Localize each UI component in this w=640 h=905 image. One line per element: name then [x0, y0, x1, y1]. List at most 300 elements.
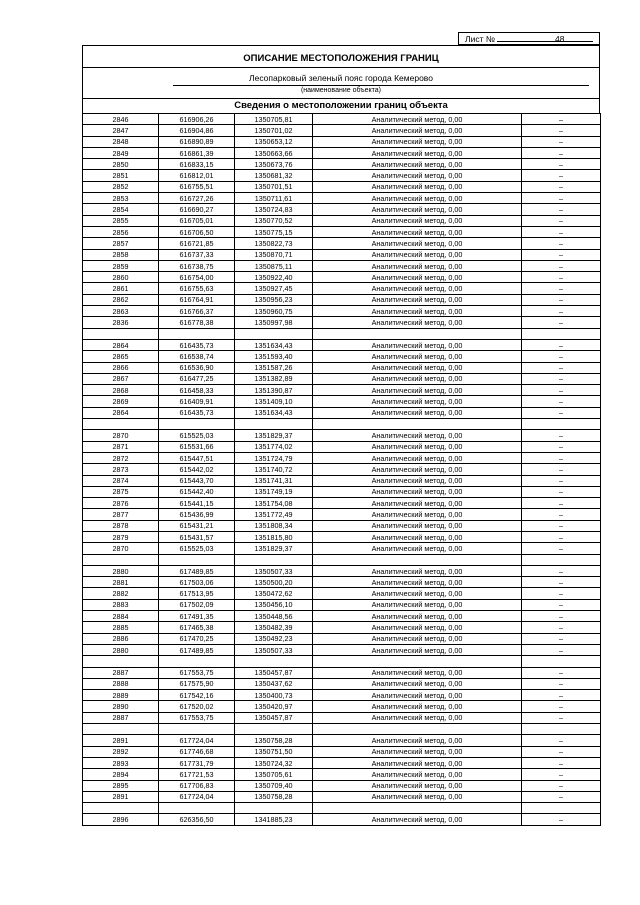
table-row: [83, 757, 601, 768]
table-row: [83, 159, 601, 170]
x-coordinate-cell: 617502,09: [159, 599, 235, 610]
point-number-cell: 2863: [83, 306, 159, 317]
x-coordinate-cell: 616409,91: [159, 396, 235, 407]
description-cell: –: [522, 486, 601, 497]
method-cell: Аналитический метод, 0,00: [313, 204, 522, 215]
description-cell: –: [522, 667, 601, 678]
table-row: [83, 339, 601, 350]
method-cell: Аналитический метод, 0,00: [313, 464, 522, 475]
table-row: [83, 452, 601, 463]
method-cell: Аналитический метод, 0,00: [313, 667, 522, 678]
table-row: [83, 690, 601, 701]
method-cell: Аналитический метод, 0,00: [313, 701, 522, 712]
method-cell: Аналитический метод, 0,00: [313, 396, 522, 407]
empty-cell: [522, 419, 601, 430]
y-coordinate-cell: 1351390,87: [235, 385, 313, 396]
group-separator-row: [83, 656, 601, 667]
method-cell: Аналитический метод, 0,00: [313, 588, 522, 599]
method-cell: Аналитический метод, 0,00: [313, 791, 522, 802]
table-row: [83, 599, 601, 610]
table-row: [83, 735, 601, 746]
x-coordinate-cell: 617503,06: [159, 577, 235, 588]
point-number-cell: 2851: [83, 170, 159, 181]
point-number-cell: 2867: [83, 373, 159, 384]
point-number-cell: 2875: [83, 486, 159, 497]
table-row: [83, 249, 601, 260]
point-number-cell: 2892: [83, 746, 159, 757]
description-cell: –: [522, 780, 601, 791]
description-cell: –: [522, 385, 601, 396]
sheet-number: 48: [555, 34, 565, 44]
x-coordinate-cell: 617731,79: [159, 757, 235, 768]
method-cell: Аналитический метод, 0,00: [313, 125, 522, 136]
empty-cell: [313, 328, 522, 339]
coordinates-table-body: [83, 114, 601, 826]
x-coordinate-cell: 616536,90: [159, 362, 235, 373]
table-row: [83, 543, 601, 554]
x-coordinate-cell: 617706,83: [159, 780, 235, 791]
method-cell: Аналитический метод, 0,00: [313, 306, 522, 317]
table-row: [83, 701, 601, 712]
point-number-cell: 2868: [83, 385, 159, 396]
table-row: [83, 746, 601, 757]
table-row: [83, 531, 601, 542]
y-coordinate-cell: 1351634,43: [235, 407, 313, 418]
y-coordinate-cell: 1351772,49: [235, 509, 313, 520]
description-cell: –: [522, 272, 601, 283]
coordinates-table: [82, 113, 601, 826]
description-cell: –: [522, 339, 601, 350]
description-cell: –: [522, 238, 601, 249]
point-number-cell: 2880: [83, 644, 159, 655]
description-cell: –: [522, 114, 601, 125]
table-row: [83, 362, 601, 373]
x-coordinate-cell: 615525,03: [159, 430, 235, 441]
x-coordinate-cell: 616721,85: [159, 238, 235, 249]
empty-cell: [313, 803, 522, 814]
empty-cell: [83, 656, 159, 667]
y-coordinate-cell: 1350705,61: [235, 769, 313, 780]
method-cell: Аналитический метод, 0,00: [313, 430, 522, 441]
x-coordinate-cell: 617491,35: [159, 611, 235, 622]
method-cell: Аналитический метод, 0,00: [313, 249, 522, 260]
x-coordinate-cell: 616778,38: [159, 317, 235, 328]
x-coordinate-cell: 617724,04: [159, 791, 235, 802]
point-number-cell: 2860: [83, 272, 159, 283]
point-number-cell: 2859: [83, 260, 159, 271]
description-cell: –: [522, 735, 601, 746]
x-coordinate-cell: 616861,39: [159, 147, 235, 158]
y-coordinate-cell: 1351587,26: [235, 362, 313, 373]
document-title: ОПИСАНИЕ МЕСТОПОЛОЖЕНИЯ ГРАНИЦ: [243, 53, 439, 64]
method-cell: Аналитический метод, 0,00: [313, 226, 522, 237]
method-cell: Аналитический метод, 0,00: [313, 339, 522, 350]
point-number-cell: 2888: [83, 678, 159, 689]
y-coordinate-cell: 1351741,31: [235, 475, 313, 486]
description-cell: –: [522, 306, 601, 317]
method-cell: Аналитический метод, 0,00: [313, 475, 522, 486]
y-coordinate-cell: 1351749,19: [235, 486, 313, 497]
table-row: [83, 373, 601, 384]
table-row: [83, 486, 601, 497]
point-number-cell: 2886: [83, 633, 159, 644]
table-row: [83, 644, 601, 655]
point-number-cell: 2855: [83, 215, 159, 226]
description-cell: –: [522, 181, 601, 192]
table-row: [83, 565, 601, 576]
description-cell: –: [522, 622, 601, 633]
description-cell: –: [522, 249, 601, 260]
point-number-cell: 2889: [83, 690, 159, 701]
x-coordinate-cell: 617489,85: [159, 644, 235, 655]
y-coordinate-cell: 1350751,50: [235, 746, 313, 757]
point-number-cell: 2853: [83, 193, 159, 204]
x-coordinate-cell: 616477,25: [159, 373, 235, 384]
description-cell: –: [522, 769, 601, 780]
sheet-label: Лист №: [465, 34, 495, 44]
table-row: [83, 577, 601, 588]
method-cell: Аналитический метод, 0,00: [313, 769, 522, 780]
y-coordinate-cell: 1350492,23: [235, 633, 313, 644]
group-separator-row: [83, 803, 601, 814]
description-cell: –: [522, 147, 601, 158]
point-number-cell: 2880: [83, 565, 159, 576]
point-number-cell: 2869: [83, 396, 159, 407]
x-coordinate-cell: 615442,40: [159, 486, 235, 497]
point-number-cell: 2877: [83, 509, 159, 520]
description-cell: –: [522, 452, 601, 463]
y-coordinate-cell: 1350681,32: [235, 170, 313, 181]
sheet-number-underline: [497, 41, 593, 42]
description-cell: –: [522, 644, 601, 655]
description-cell: –: [522, 373, 601, 384]
method-cell: Аналитический метод, 0,00: [313, 373, 522, 384]
method-cell: Аналитический метод, 0,00: [313, 260, 522, 271]
x-coordinate-cell: 617721,53: [159, 769, 235, 780]
x-coordinate-cell: 617513,95: [159, 588, 235, 599]
empty-cell: [522, 554, 601, 565]
table-row: [83, 385, 601, 396]
method-cell: Аналитический метод, 0,00: [313, 712, 522, 723]
empty-cell: [313, 419, 522, 430]
y-coordinate-cell: 1351774,02: [235, 441, 313, 452]
method-cell: Аналитический метод, 0,00: [313, 735, 522, 746]
description-cell: –: [522, 193, 601, 204]
method-cell: Аналитический метод, 0,00: [313, 407, 522, 418]
x-coordinate-cell: 617465,38: [159, 622, 235, 633]
y-coordinate-cell: 1350457,87: [235, 712, 313, 723]
y-coordinate-cell: 1350701,51: [235, 181, 313, 192]
description-cell: –: [522, 814, 601, 825]
table-row: [83, 181, 601, 192]
table-row: [83, 147, 601, 158]
description-cell: –: [522, 633, 601, 644]
method-cell: Аналитический метод, 0,00: [313, 385, 522, 396]
x-coordinate-cell: 615525,03: [159, 543, 235, 554]
x-coordinate-cell: 616727,26: [159, 193, 235, 204]
method-cell: Аналитический метод, 0,00: [313, 565, 522, 576]
table-row: [83, 215, 601, 226]
empty-cell: [235, 656, 313, 667]
empty-cell: [235, 328, 313, 339]
point-number-cell: 2836: [83, 317, 159, 328]
x-coordinate-cell: 615531,66: [159, 441, 235, 452]
x-coordinate-cell: 617746,68: [159, 746, 235, 757]
method-cell: Аналитический метод, 0,00: [313, 452, 522, 463]
table-row: [83, 464, 601, 475]
object-name-underline: [173, 85, 589, 86]
x-coordinate-cell: 617553,75: [159, 667, 235, 678]
empty-cell: [522, 803, 601, 814]
y-coordinate-cell: 1351740,72: [235, 464, 313, 475]
table-row: [83, 712, 601, 723]
description-cell: –: [522, 746, 601, 757]
y-coordinate-cell: 1350457,87: [235, 667, 313, 678]
description-cell: –: [522, 317, 601, 328]
description-cell: –: [522, 690, 601, 701]
y-coordinate-cell: 1351829,37: [235, 543, 313, 554]
empty-cell: [159, 803, 235, 814]
method-cell: Аналитический метод, 0,00: [313, 599, 522, 610]
table-row: [83, 475, 601, 486]
y-coordinate-cell: 1350448,56: [235, 611, 313, 622]
point-number-cell: 2850: [83, 159, 159, 170]
x-coordinate-cell: 616435,73: [159, 339, 235, 350]
y-coordinate-cell: 1350472,62: [235, 588, 313, 599]
table-row: [83, 611, 601, 622]
section-title: Сведения о местоположении границ объекта: [234, 100, 448, 111]
y-coordinate-cell: 1350705,81: [235, 114, 313, 125]
y-coordinate-cell: 1350663,66: [235, 147, 313, 158]
description-cell: –: [522, 509, 601, 520]
point-number-cell: 2891: [83, 791, 159, 802]
description-cell: –: [522, 543, 601, 554]
description-cell: –: [522, 712, 601, 723]
y-coordinate-cell: 1350711,61: [235, 193, 313, 204]
document-header: [82, 45, 600, 114]
description-cell: –: [522, 430, 601, 441]
sheet-number-box: [458, 32, 600, 45]
point-number-cell: 2893: [83, 757, 159, 768]
y-coordinate-cell: 1350956,23: [235, 294, 313, 305]
x-coordinate-cell: 615436,99: [159, 509, 235, 520]
point-number-cell: 2882: [83, 588, 159, 599]
y-coordinate-cell: 1350775,15: [235, 226, 313, 237]
y-coordinate-cell: 1341885,23: [235, 814, 313, 825]
method-cell: Аналитический метод, 0,00: [313, 441, 522, 452]
point-number-cell: 2896: [83, 814, 159, 825]
point-number-cell: 2890: [83, 701, 159, 712]
empty-cell: [159, 656, 235, 667]
method-cell: Аналитический метод, 0,00: [313, 543, 522, 554]
y-coordinate-cell: 1350758,28: [235, 791, 313, 802]
empty-cell: [83, 554, 159, 565]
description-cell: –: [522, 588, 601, 599]
x-coordinate-cell: 616764,91: [159, 294, 235, 305]
description-cell: –: [522, 678, 601, 689]
x-coordinate-cell: 617520,02: [159, 701, 235, 712]
x-coordinate-cell: 617542,16: [159, 690, 235, 701]
description-cell: –: [522, 757, 601, 768]
y-coordinate-cell: 1351593,40: [235, 351, 313, 362]
method-cell: Аналитический метод, 0,00: [313, 678, 522, 689]
y-coordinate-cell: 1351409,10: [235, 396, 313, 407]
table-row: [83, 283, 601, 294]
y-coordinate-cell: 1351382,89: [235, 373, 313, 384]
x-coordinate-cell: 615443,70: [159, 475, 235, 486]
y-coordinate-cell: 1351724,79: [235, 452, 313, 463]
y-coordinate-cell: 1350420,97: [235, 701, 313, 712]
method-cell: Аналитический метод, 0,00: [313, 814, 522, 825]
table-row: [83, 351, 601, 362]
method-cell: Аналитический метод, 0,00: [313, 193, 522, 204]
y-coordinate-cell: 1350870,71: [235, 249, 313, 260]
object-caption: (наименование объекта): [300, 87, 382, 94]
method-cell: Аналитический метод, 0,00: [313, 362, 522, 373]
point-number-cell: 2895: [83, 780, 159, 791]
method-cell: Аналитический метод, 0,00: [313, 531, 522, 542]
table-row: [83, 441, 601, 452]
empty-cell: [83, 419, 159, 430]
table-row: [83, 396, 601, 407]
y-coordinate-cell: 1351754,08: [235, 498, 313, 509]
point-number-cell: 2861: [83, 283, 159, 294]
point-number-cell: 2894: [83, 769, 159, 780]
point-number-cell: 2883: [83, 599, 159, 610]
point-number-cell: 2870: [83, 543, 159, 554]
method-cell: Аналитический метод, 0,00: [313, 294, 522, 305]
description-cell: –: [522, 407, 601, 418]
y-coordinate-cell: 1350507,33: [235, 644, 313, 655]
x-coordinate-cell: 616755,51: [159, 181, 235, 192]
y-coordinate-cell: 1350758,28: [235, 735, 313, 746]
x-coordinate-cell: 616458,33: [159, 385, 235, 396]
y-coordinate-cell: 1350960,75: [235, 306, 313, 317]
method-cell: Аналитический метод, 0,00: [313, 317, 522, 328]
x-coordinate-cell: 616690,27: [159, 204, 235, 215]
empty-cell: [313, 656, 522, 667]
group-separator-row: [83, 419, 601, 430]
x-coordinate-cell: 615441,15: [159, 498, 235, 509]
x-coordinate-cell: 616737,33: [159, 249, 235, 260]
table-row: [83, 193, 601, 204]
point-number-cell: 2857: [83, 238, 159, 249]
table-row: [83, 260, 601, 271]
point-number-cell: 2878: [83, 520, 159, 531]
table-row: [83, 125, 601, 136]
x-coordinate-cell: 615447,51: [159, 452, 235, 463]
description-cell: –: [522, 701, 601, 712]
x-coordinate-cell: 615431,57: [159, 531, 235, 542]
point-number-cell: 2871: [83, 441, 159, 452]
method-cell: Аналитический метод, 0,00: [313, 577, 522, 588]
y-coordinate-cell: 1350822,73: [235, 238, 313, 249]
empty-cell: [83, 724, 159, 735]
table-row: [83, 814, 601, 825]
description-cell: –: [522, 136, 601, 147]
description-cell: –: [522, 520, 601, 531]
method-cell: Аналитический метод, 0,00: [313, 622, 522, 633]
y-coordinate-cell: 1350653,12: [235, 136, 313, 147]
x-coordinate-cell: 617470,25: [159, 633, 235, 644]
description-cell: –: [522, 599, 601, 610]
method-cell: Аналитический метод, 0,00: [313, 746, 522, 757]
method-cell: Аналитический метод, 0,00: [313, 170, 522, 181]
point-number-cell: 2864: [83, 407, 159, 418]
point-number-cell: 2879: [83, 531, 159, 542]
point-number-cell: 2884: [83, 611, 159, 622]
y-coordinate-cell: 1351815,80: [235, 531, 313, 542]
table-row: [83, 136, 601, 147]
description-cell: –: [522, 204, 601, 215]
point-number-cell: 2846: [83, 114, 159, 125]
empty-cell: [313, 724, 522, 735]
table-row: [83, 170, 601, 181]
y-coordinate-cell: 1350400,73: [235, 690, 313, 701]
y-coordinate-cell: 1350875,11: [235, 260, 313, 271]
y-coordinate-cell: 1350927,45: [235, 283, 313, 294]
method-cell: Аналитический метод, 0,00: [313, 611, 522, 622]
empty-cell: [313, 554, 522, 565]
x-coordinate-cell: 617489,85: [159, 565, 235, 576]
point-number-cell: 2885: [83, 622, 159, 633]
method-cell: Аналитический метод, 0,00: [313, 498, 522, 509]
point-number-cell: 2864: [83, 339, 159, 350]
y-coordinate-cell: 1350701,02: [235, 125, 313, 136]
point-number-cell: 2852: [83, 181, 159, 192]
empty-cell: [235, 724, 313, 735]
method-cell: Аналитический метод, 0,00: [313, 136, 522, 147]
point-number-cell: 2891: [83, 735, 159, 746]
group-separator-row: [83, 554, 601, 565]
method-cell: Аналитический метод, 0,00: [313, 238, 522, 249]
method-cell: Аналитический метод, 0,00: [313, 690, 522, 701]
table-row: [83, 520, 601, 531]
description-cell: –: [522, 260, 601, 271]
description-cell: –: [522, 441, 601, 452]
table-row: [83, 114, 601, 125]
x-coordinate-cell: 616705,01: [159, 215, 235, 226]
x-coordinate-cell: 616890,89: [159, 136, 235, 147]
method-cell: Аналитический метод, 0,00: [313, 520, 522, 531]
point-number-cell: 2849: [83, 147, 159, 158]
y-coordinate-cell: 1350500,20: [235, 577, 313, 588]
description-cell: –: [522, 464, 601, 475]
empty-cell: [159, 554, 235, 565]
method-cell: Аналитический метод, 0,00: [313, 272, 522, 283]
table-row: [83, 667, 601, 678]
table-row: [83, 498, 601, 509]
y-coordinate-cell: 1350673,76: [235, 159, 313, 170]
y-coordinate-cell: 1351808,34: [235, 520, 313, 531]
x-coordinate-cell: 615431,21: [159, 520, 235, 531]
table-row: [83, 769, 601, 780]
x-coordinate-cell: 616706,50: [159, 226, 235, 237]
y-coordinate-cell: 1350482,39: [235, 622, 313, 633]
description-cell: –: [522, 226, 601, 237]
x-coordinate-cell: 616755,63: [159, 283, 235, 294]
y-coordinate-cell: 1350922,40: [235, 272, 313, 283]
x-coordinate-cell: 616833,15: [159, 159, 235, 170]
point-number-cell: 2887: [83, 667, 159, 678]
description-cell: –: [522, 215, 601, 226]
point-number-cell: 2862: [83, 294, 159, 305]
table-row: [83, 407, 601, 418]
x-coordinate-cell: 616812,01: [159, 170, 235, 181]
empty-cell: [159, 724, 235, 735]
table-row: [83, 238, 601, 249]
y-coordinate-cell: 1351829,37: [235, 430, 313, 441]
